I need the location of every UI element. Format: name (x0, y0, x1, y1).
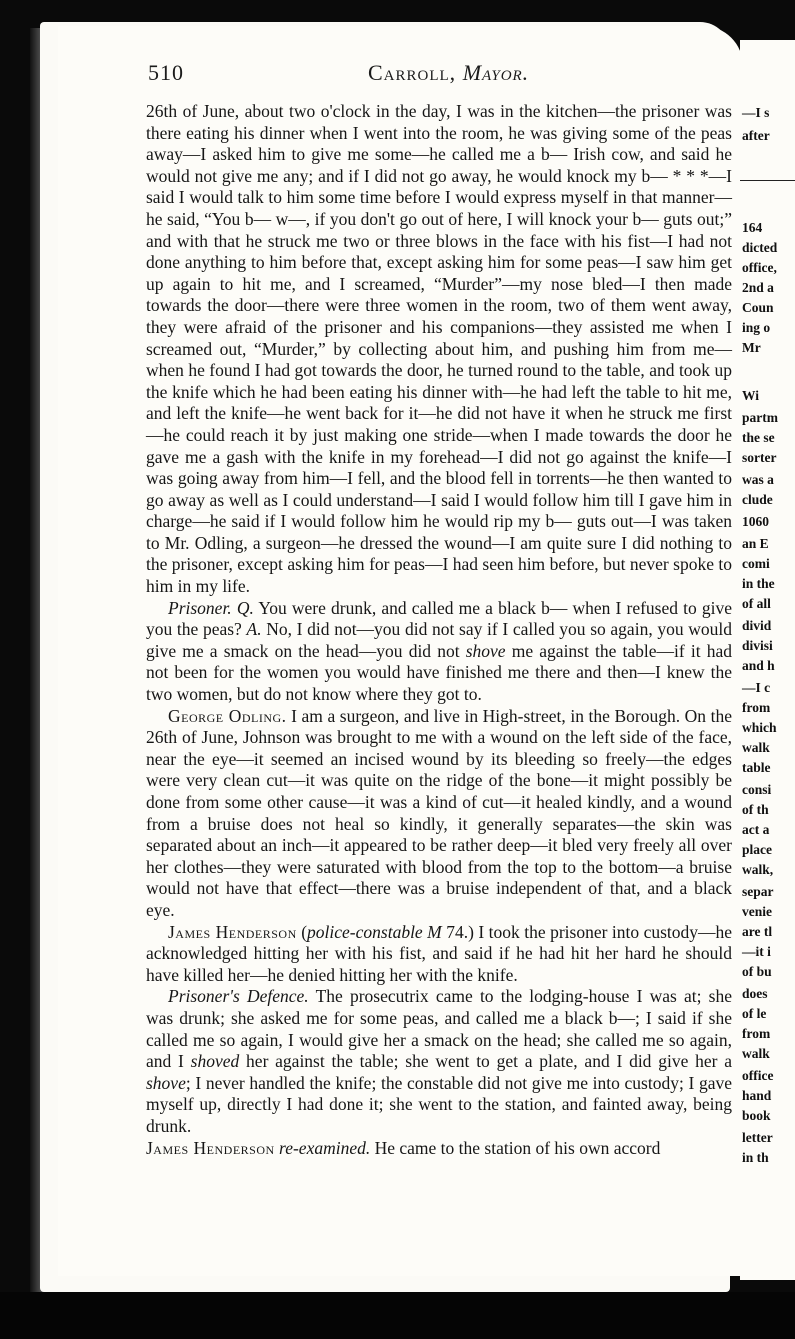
witness-odling-name: George Odling. (168, 705, 287, 726)
next-page-fragment: Coun (742, 300, 774, 315)
henderson-number: 74.) (446, 921, 474, 942)
page-header (148, 60, 728, 90)
next-page-fragment: separ (742, 884, 774, 899)
next-page-fragment: does (742, 986, 768, 1001)
next-page-fragment: ing o (742, 320, 771, 335)
next-page-fragment: comi (742, 556, 770, 571)
next-page-fragment: book (742, 1108, 771, 1123)
defence-part1: The prosecutrix came to the lodging-house I was at; she was drunk; she asked me for some peas, and called me a black b—; I said if she called me so again, I would give her a smack on the head; she called me so again, and I (146, 986, 733, 1072)
testimony-paragraph: 26th of June, about two o'clock in the day, I was in the kitchen—the prisoner was there eating his dinner when I went into the room, he was giving some of the peas away—I asked him to give me some—he called me a b— Irish cow, and said he would not give me any; and if I did not go away, he would knock my b— * * *—I said I would talk to him some time before I would express myself in that manner—he said, “You b— w—, if you don't go out of here, I will knock your b— guts out;” and with that he struck me two or three blows in the face with his fist—I had not done anything to him before that, except asking him for some peas—I saw him get up again to hit me, and I screamed, “Murder”—my nose bled—I then made towards the door—there were three women in the room, two of them went away, they were afraid of the prisoner and his companions—they assisted me when I screamed out, “Murder,” by collecting about him, and pushing him from me—when he found I had got towards the door, he turned round to the table, and took up the knife which he had been eating his dinner with—he had left the table to hit me, and left the knife—he went back for it—he did not have it when he struck me first—he could reach it by just making one stride—when I made towards the door he gave me a gash with the knife in my forehead—I did not go against the knife—I was going away from him—I fell, and the blood fell in torrents—he then wanted to go away as well as I could understand—I said I would follow him till I gave him in charge—he said if I would follow him he would rip my b— guts out—I was taken to Mr. Odling, a surgeon—he dressed the wound—I am quite sure I did nothing to the prisoner, except asking him for peas—I had seen him before, but never spoke to him in my life. (146, 101, 732, 597)
reexam-label: re-examined. (279, 1137, 371, 1158)
reexam-name: James Henderson (146, 1137, 275, 1158)
next-page-fragment: an E (742, 536, 769, 551)
defence-italic1: shoved (190, 1051, 240, 1072)
next-page-fragment: consi (742, 782, 772, 797)
next-page-fragment: of le (742, 1006, 767, 1021)
henderson-testimony: I took the prisoner into custody—he acknowledged hitting her with his fist, and said if he had hit her hard he should have killed her—he denied hitting her with the knife. (146, 921, 733, 985)
next-page-fragment: in the (742, 576, 775, 591)
q-label: Q. (236, 597, 254, 618)
prisoner-question-paragraph (146, 598, 732, 706)
next-page-fragment: walk (742, 740, 770, 755)
reexam-text: He came to the station of his own accord (374, 1137, 661, 1158)
running-title (368, 60, 529, 86)
next-page-fragment: are tl (742, 924, 773, 939)
next-page-fragment: after (742, 128, 770, 143)
next-page-fragment: of th (742, 802, 769, 817)
next-page-fragment: the se (742, 430, 775, 445)
next-page-fragment: letter (742, 1130, 773, 1145)
prisoner-answer-part2: me against the table—if it had not been for the women you would have finished me there and then—I knew the two women, but do not know where they got to. (146, 640, 733, 705)
page-number: 510 (148, 60, 184, 85)
odling-paragraph (146, 706, 732, 922)
defence-part3: ; I never handled the knife; the constable did not give me into custody; I gave myself up, directly I had done it; she went to the station, and fainted away, being drunk. (146, 1072, 732, 1136)
next-page-fragment: 1060 (742, 514, 769, 529)
bottom-dark-band (0, 1292, 795, 1339)
next-page-fragment: act a (742, 822, 770, 837)
next-page-edge (740, 40, 795, 1280)
prisoner-answer-part1: No, I did not—you did not say if I called you so again, you would give me a smack on the head—you did not (146, 619, 733, 661)
running-title-office: Mayor. (462, 60, 530, 85)
next-page-fragment: partm (742, 410, 778, 425)
next-page-fragment: which (742, 720, 777, 735)
next-page-fragment: walk, (742, 862, 774, 877)
next-page-fragment: hand (742, 1088, 772, 1103)
next-page-fragment: sorter (742, 450, 777, 465)
next-page-fragment: table (742, 760, 771, 775)
next-page-fragment: walk (742, 1046, 770, 1061)
page-body (146, 101, 732, 1159)
next-page-fragment: dicted (742, 240, 778, 255)
defence-label: Prisoner's Defence. (168, 986, 309, 1007)
prisoner-label: Prisoner. (168, 597, 232, 618)
next-page-fragment: —I s (742, 105, 770, 120)
next-page-fragment: from (742, 700, 771, 715)
defence-italic2: shove (146, 1072, 186, 1093)
next-page-rule (740, 180, 795, 181)
next-page-fragment: —I c (742, 680, 771, 695)
next-page-fragment: divisi (742, 638, 773, 653)
next-page-fragment: office (742, 1068, 774, 1083)
next-page-fragment: of all (742, 596, 771, 611)
next-page-fragment: 164 (742, 220, 763, 235)
next-page-fragment: and h (742, 658, 775, 673)
odling-testimony: I am a surgeon, and live in High-street, in the Borough. On the 26th of June, Johnson was brought to me with a wound on the left side of the face, near the eye—it seemed an incised wound by its bleeding so freely—the edges were very clean cut—it was quite on the ridge of the bone—it might possibly be done from some other cause—it was a kind of cut—it healed kindly, and a wound from a bruise does not heal so kindly, it generally separates—the skin was separated about an inch—it appeared to be rather deep—it bled very freely all over her clothes—they were saturated with blood from the top to the bottom—a bruise would not have that effect—there was a bruise independent of that, and a black eye. (146, 705, 732, 920)
henderson-paragraph: James Henderson (police-constable M 74.) I took the prisoner into custody—he acknowledged hitting her with his fist, and said if he had hit her hard he should have killed her—he denied hitting her with the knife. (146, 921, 733, 985)
next-page-fragment: office, (742, 260, 777, 275)
prisoner-question: You were drunk, and called me a black b— when I refused to give you the peas? (146, 597, 733, 640)
next-page-fragment: clude (742, 492, 773, 507)
next-page-fragment: Mr (742, 340, 761, 355)
next-page-fragment: —it i (742, 944, 771, 959)
next-page-fragment: Wi (742, 388, 760, 403)
defence-paragraph (146, 986, 732, 1137)
next-page-fragment: in th (742, 1150, 769, 1165)
reexam-paragraph (146, 1138, 732, 1160)
next-page-fragment: was a (742, 472, 774, 487)
prisoner-answer-italic: shove (465, 640, 506, 661)
running-title-name: Carroll, (368, 60, 457, 85)
next-page-fragment: of bu (742, 964, 772, 979)
henderson-role: police-constable M (307, 921, 442, 942)
next-page-fragment: from (742, 1026, 771, 1041)
next-page-fragment: divid (742, 618, 772, 633)
a-label: A. (246, 619, 262, 640)
next-page-fragment: place (742, 842, 772, 857)
next-page-fragment: venie (742, 904, 772, 919)
defence-part2: her against the table; she went to get a plate, and I did give her a (246, 1051, 732, 1072)
next-page-fragment: 2nd a (742, 280, 774, 295)
witness-henderson-name: James Henderson (168, 921, 297, 942)
